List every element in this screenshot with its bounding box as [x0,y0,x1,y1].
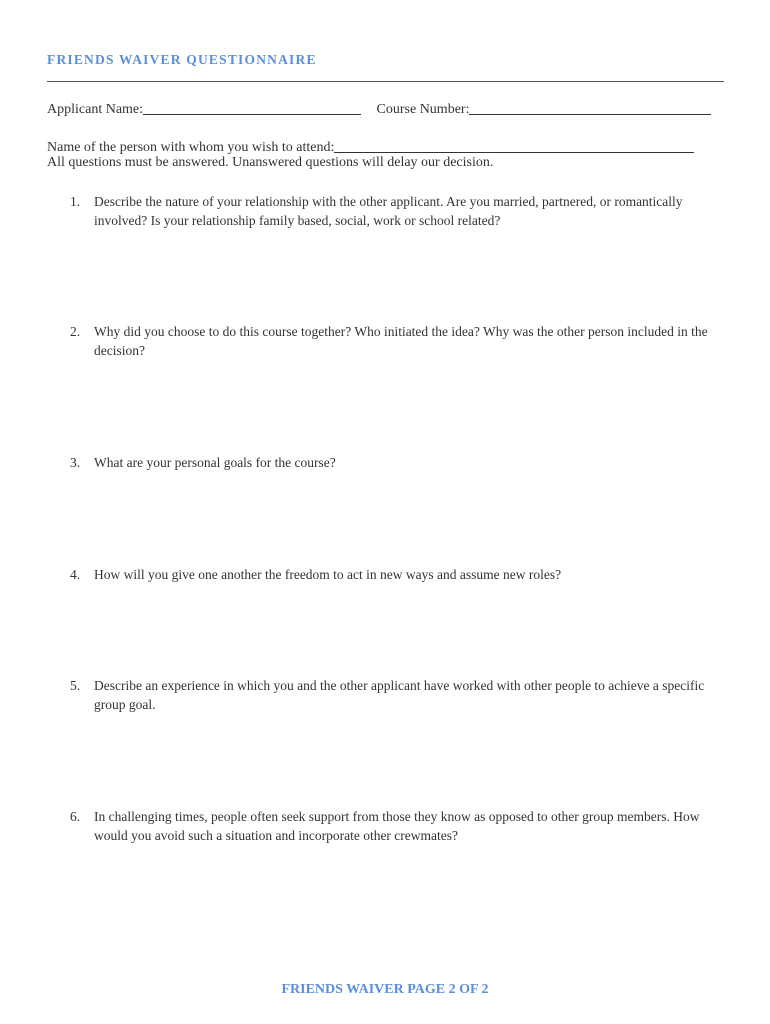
page-footer: FRIENDS WAIVER PAGE 2 OF 2 [281,982,489,997]
question-number: 3. [70,455,81,470]
question-text: Describe the nature of your relationship with the other applicant. Are you married, partnered, or romantically involved? Is your relationship family based, social, work or school related? [94,194,683,228]
attend-with-label: Name of the person with whom you wish to attend: [47,140,335,155]
title-divider [47,81,724,82]
attend-with-row [47,137,694,156]
course-number-label: Course Number: [376,102,470,117]
applicant-name-field[interactable] [143,99,361,115]
applicant-course-row [47,99,711,118]
question-text: Why did you choose to do this course together? Who initiated the idea? Why was the other person included in the decision? [94,324,708,358]
question-number: 6. [70,809,81,824]
question-number: 5. [70,678,81,693]
question-number: 2. [70,324,81,339]
question-text: How will you give one another the freedom to act in new ways and assume new roles? [94,567,562,582]
instructions-text: All questions must be answered. Unanswered questions will delay our decision. [47,155,494,170]
question-text: Describe an experience in which you and the other applicant have worked with other people to achieve a specific group goal. [94,678,705,712]
attend-with-field[interactable] [334,137,694,153]
page-title: FRIENDS WAIVER QUESTIONNAIRE [47,52,317,67]
question-number: 1. [70,194,81,209]
course-number-field[interactable] [469,99,711,115]
question-number: 4. [70,567,81,582]
question-text: What are your personal goals for the course? [94,455,336,470]
applicant-name-label: Applicant Name: [47,102,144,117]
question-text: In challenging times, people often seek support from those they know as opposed to other group members. How would you avoid such a situation and incorporate other crewmates? [94,809,700,843]
